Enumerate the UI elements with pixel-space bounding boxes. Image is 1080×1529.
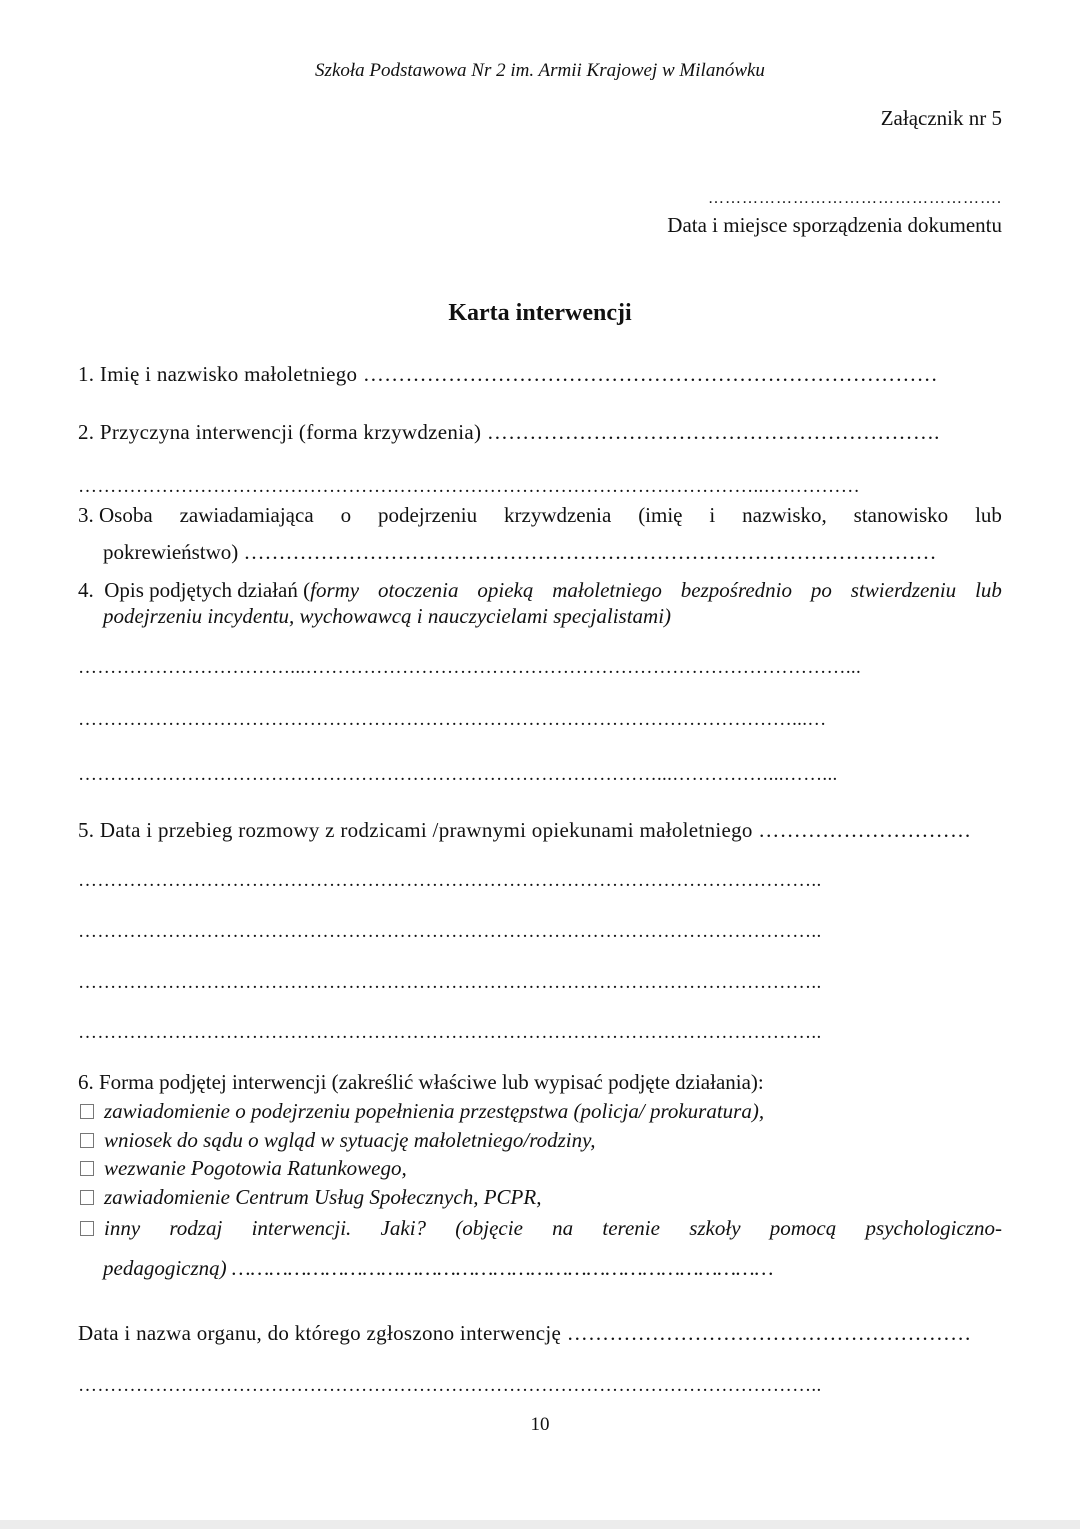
item-1-minor-name: 1. Imię i nazwisko małoletniego ……………………………………………………………………… [78,362,938,386]
page-number: 10 [530,1414,550,1435]
bottom-edge [0,1520,1080,1529]
option-social-services[interactable] [80,1185,541,1210]
option-other-words [104,1216,1002,1241]
item-3-word: zawiadamiająca [179,503,314,527]
item-4-word: lub [975,578,1002,602]
item-5-parents-talk: 5. Data i przebieg rozmowy z rodzicami /prawnymi opiekunami małoletniego ………………………… [78,818,972,842]
item-3-word: i [709,503,716,527]
item-4-italic-words [310,578,1002,603]
item-2-reason: 2. Przyczyna interwencji (forma krzywdzenia) ………………………………………………………. [78,420,940,444]
option-other-word: na [552,1216,574,1240]
item-4-word: formy [310,578,360,602]
item-3-word: 3. Osoba [78,503,153,527]
page-title: Karta interwencji [448,300,632,326]
item-4-word: bezpośrednio [680,578,793,602]
item-5-fill-line-1: …………………………………………………………………………………………………….. [78,870,822,891]
option-court-request[interactable] [80,1128,596,1153]
item-3-word: podejrzeniu [377,503,478,527]
item-3-word: o [340,503,352,527]
item-6-intervention-form: 6. Forma podjętej interwencji (zakreślić właściwe lub wypisać podjęte działania): [78,1070,764,1094]
option-other-word: (objęcie [455,1216,523,1240]
checkbox-icon[interactable] [80,1133,94,1148]
item-4-fill-line-3: ………………………………………………………………………………...……………...……... [78,764,838,785]
date-place-dots: ……………………………………………. [708,190,1002,207]
item-5-fill-line-3: …………………………………………………………………………………………………….. [78,972,822,993]
item-4-line-1 [78,578,1002,603]
item-4-word: opieką [477,578,534,602]
checkbox-icon[interactable] [80,1161,94,1176]
item-5-fill-line-4: …………………………………………………………………………………………………….. [78,1022,822,1043]
item-4-line-2: podejrzeniu incydentu, wychowawcą i nauczycielami specjalistami) [103,604,672,628]
option-crime-notice[interactable] [80,1099,764,1124]
item-3-line-2: pokrewieństwo) ……………………………………………………………………………………… [103,540,937,564]
item-4-fill-line-1: ……………………………...…………………………………………………………………………... [78,657,861,678]
option-other-line-2: pedagogiczną) …………………………………………………………………………… [103,1256,774,1280]
item-4-word: stwierdzeniu [850,578,957,602]
item-4-lead: 4. Opis podjętych działań ( [78,578,311,602]
option-other-word: rodzaj [169,1216,223,1240]
option-label: zawiadomienie o podejrzeniu popełnienia przestępstwa (policja/ prokuratura), [104,1099,765,1123]
item-3-word: krzywdzenia [504,503,612,527]
option-other-word: terenie [602,1216,660,1240]
item-4-word: małoletniego [552,578,662,602]
option-label: zawiadomienie Centrum Usług Społecznych, PCPR, [104,1185,542,1209]
item-3-word: (imię [638,503,683,527]
option-other-word: interwencji. [251,1216,352,1240]
item-2-fill-line: ……………………………………………………………………………………………..…………… [78,476,861,497]
date-place-label: Data i miejsce sporządzenia dokumentu [667,213,1002,237]
item-4-word: otoczenia [378,578,459,602]
option-other-word: psychologiczno- [865,1216,1002,1240]
item-5-fill-line-2: …………………………………………………………………………………………………….. [78,921,822,942]
annex-label: Załącznik nr 5 [880,106,1002,130]
school-header: Szkoła Podstawowa Nr 2 im. Armii Krajowej w Milanówku [315,60,765,81]
option-label: wezwanie Pogotowia Ratunkowego, [104,1156,407,1180]
final-authority-line: Data i nazwa organu, do którego zgłoszono interwencję ………………………………………………… [78,1321,972,1345]
checkbox-icon[interactable] [80,1104,94,1119]
item-3-word: lub [975,503,1002,527]
final-fill-line: …………………………………………………………………………………………………….. [78,1375,822,1396]
option-ambulance[interactable] [80,1156,407,1181]
option-other-word: pomocą [769,1216,837,1240]
checkbox-icon[interactable] [80,1221,94,1236]
item-4-fill-line-2: …………………………………………………………………………………………………...… [78,709,827,730]
option-other-word: Jaki? [380,1216,427,1240]
option-other[interactable] [80,1216,1002,1241]
checkbox-icon[interactable] [80,1190,94,1205]
item-3-line-1 [78,503,1002,528]
option-other-word: szkoły [689,1216,741,1240]
item-3-word: stanowisko [853,503,949,527]
item-4-word: po [810,578,832,602]
option-label: wniosek do sądu o wgląd w sytuację małoletniego/rodziny, [104,1128,596,1152]
option-other-word: inny [104,1216,141,1240]
item-3-word: nazwisko, [742,503,827,527]
